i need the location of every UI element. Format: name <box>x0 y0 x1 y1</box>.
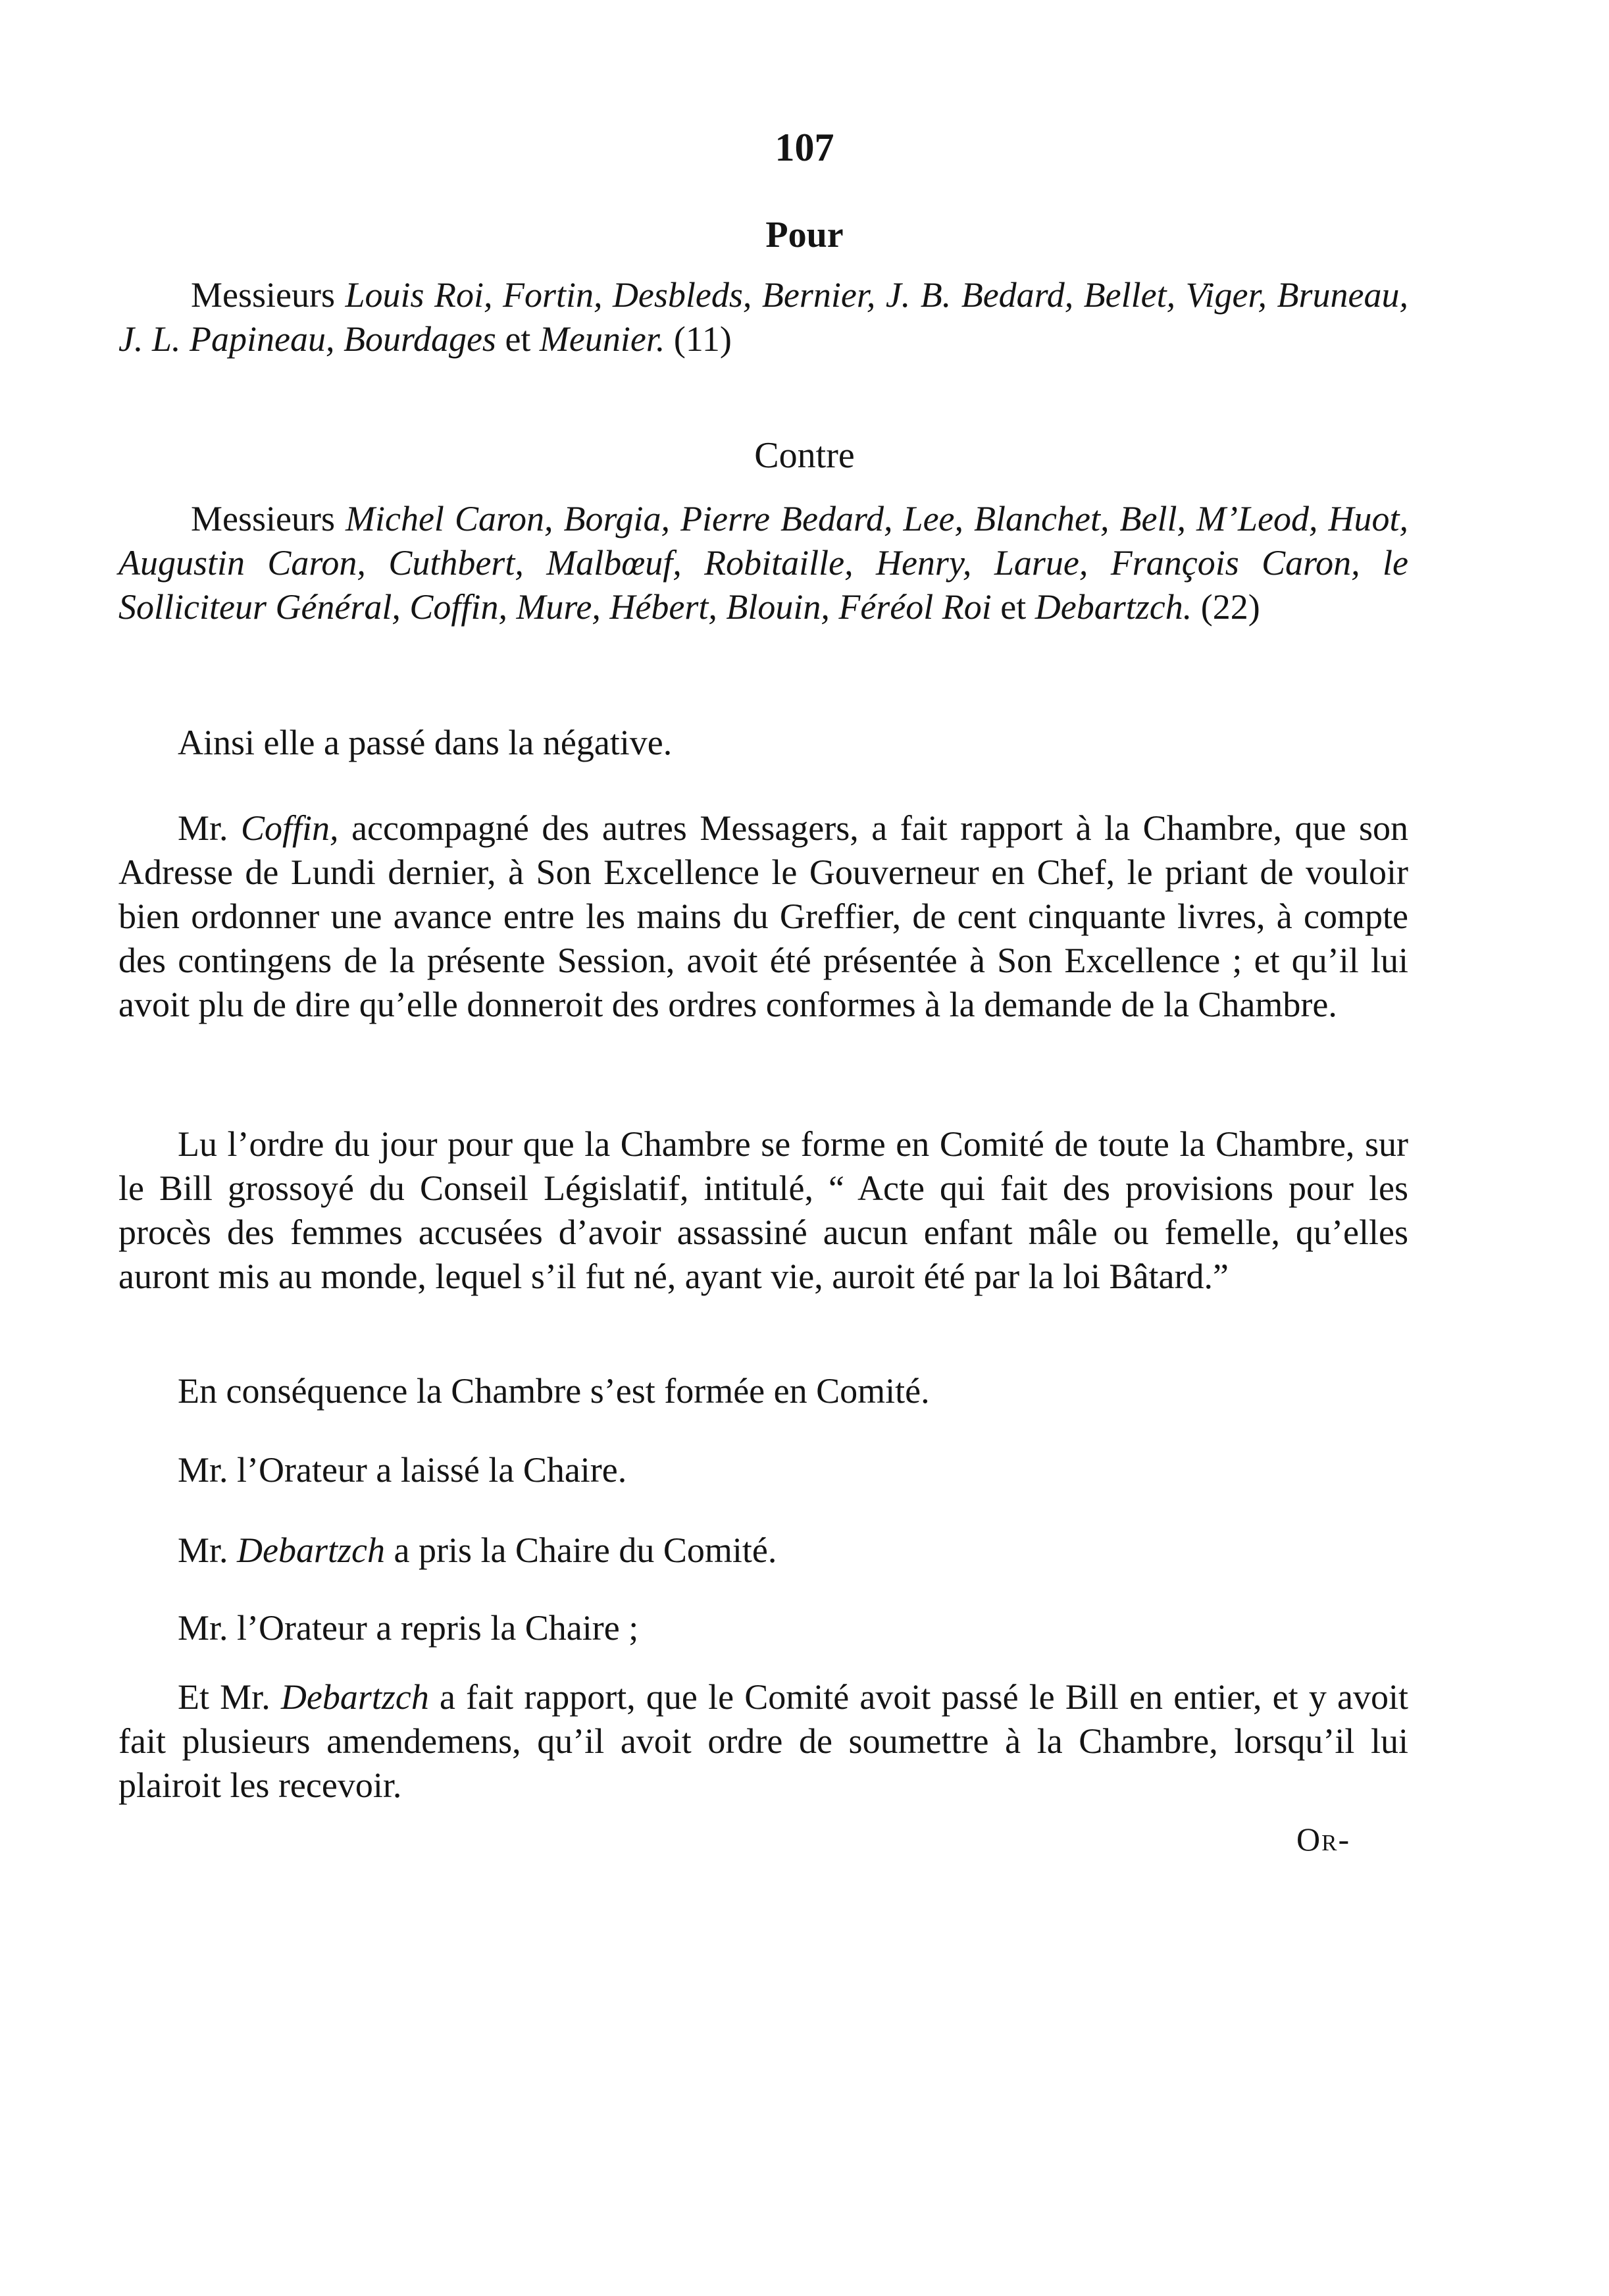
vote-for-conjunction: et <box>496 319 540 359</box>
vote-against-list <box>118 497 1408 629</box>
vote-against-prefix: Messieurs <box>191 499 346 538</box>
vote-for-last-name: Meunier. <box>539 319 665 359</box>
p2-text-a: Mr. <box>178 808 242 848</box>
paragraph-debartzch-chair <box>118 1528 1408 1573</box>
p6-name: Debartzch <box>237 1530 385 1570</box>
paragraph-committee-formed: En conséquence la Chambre s’est formée en Comité. <box>178 1371 930 1411</box>
vote-against-conjunction: et <box>991 587 1035 627</box>
vote-for-names: Louis Roi, Fortin, Desbleds, Bernier, J. B. Bedard, Bellet, Viger, Bruneau, J. L. Papineau, Bourdages <box>118 275 1408 359</box>
p2-name: Coffin, <box>241 808 339 848</box>
paragraph-debartzch-report <box>118 1675 1408 1808</box>
paragraph-order-of-day: Lu l’ordre du jour pour que la Chambre se forme en Comité de toute la Chambre, sur le Bill grossoyé du Conseil Législatif, intitulé, “ Acte qui fait des provisions pour les procès des femmes accusées d’avoir assassiné aucun enfant mâle ou femelle, qu’elles auront mis au monde, lequel s’il fut né, ayant vie, auroit été par la loi Bâtard.” <box>118 1124 1408 1296</box>
p8-text-a: Et Mr. <box>178 1677 281 1717</box>
vote-against-count: (22) <box>1192 587 1260 627</box>
p8-text-b: a fait rapport, que le Comité avoit passé le Bill en entier, et y avoit fait plusieurs amendemens, qu’il avoit ordre de soumettre à la Chambre, lorsqu’il lui plairoit les recevoir. <box>118 1677 1408 1805</box>
p8-name: Debartzch <box>280 1677 429 1717</box>
p6-text-a: Mr. <box>178 1530 238 1570</box>
vote-for-count: (11) <box>665 319 732 359</box>
paragraph-speaker-left: Mr. l’Orateur a laissé la Chaire. <box>178 1450 627 1490</box>
p6-text-b: a pris la Chaire du Comité. <box>385 1530 777 1570</box>
catchword: Or- <box>1296 1821 1351 1858</box>
vote-for-list <box>118 273 1408 361</box>
p2-text-b: accompagné des autres Messagers, a fait rapport à la Chambre, que son Adresse de Lundi dernier, à Son Excellence le Gouverneur en Chef, le priant de vouloir bien ordonner une avance entre les mains du Greffier, de cent cinquante livres, à compte des contingens de la présente Session, avoit été présentée à Son Excellence ; et qu’il lui avoit plu de dire qu’elle donneroit des ordres conformes à la demande de la Chambre. <box>118 808 1408 1024</box>
vote-for-prefix: Messieurs <box>191 275 345 315</box>
paragraph-coffin-report <box>118 806 1408 1027</box>
page-number: 107 <box>775 126 834 169</box>
paragraph-result: Ainsi elle a passé dans la négative. <box>178 723 673 762</box>
heading-contre: Contre <box>754 435 855 476</box>
paragraph-speaker-resumed: Mr. l’Orateur a repris la Chaire ; <box>178 1608 639 1648</box>
vote-against-last-name: Debartzch. <box>1034 587 1192 627</box>
vote-against-names: Michel Caron, Borgia, Pierre Bedard, Lee, Blanchet, Bell, M’Leod, Huot, Augustin Caron, Cuthbert, Malbœuf, Robitaille, Henry, Larue, François Caron, le Solliciteur Général, Coffin, Mure, Hébert, Blouin, Féréol Roi <box>118 499 1408 627</box>
heading-pour: Pour <box>765 215 844 255</box>
